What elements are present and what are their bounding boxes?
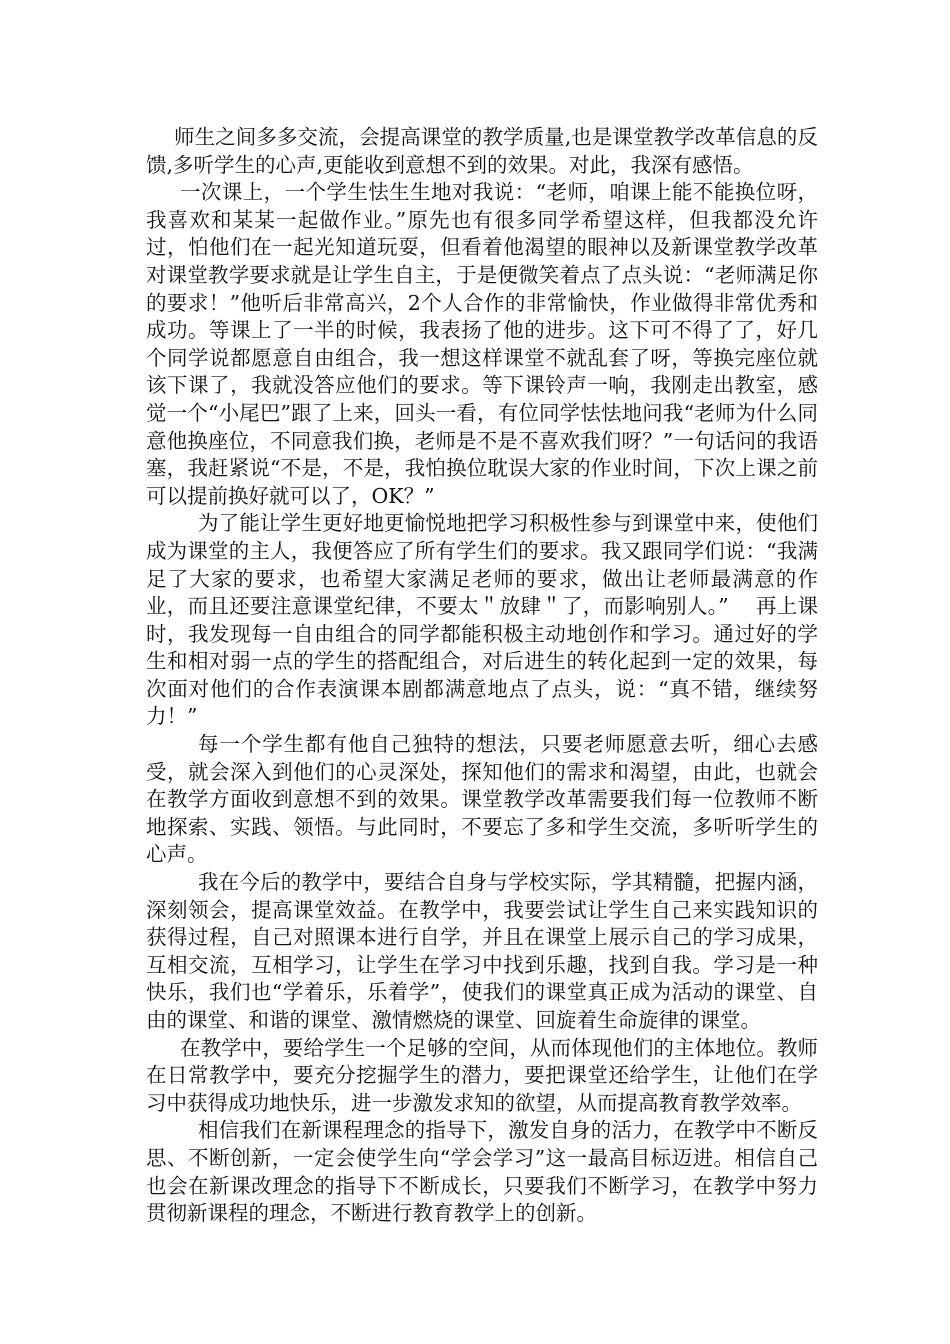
paragraph-7: 相信我们在新课程理念的指导下，激发自身的活力，在教学中不断反思、不断创新，一定会使学生向“学会学习”这一最高目标迈进。相信自己也会在新课改理念的指导下不断成长，只要我们不断学习，在教学中努力贯彻新课程的理念，不断进行教育教学上的创新。 (146, 1118, 818, 1226)
paragraph-1: 师生之间多多交流，会提高课堂的教学质量,也是课堂教学改革信息的反馈,多听学生的心声,更能收到意想不到的效果。对此，我深有感悟。 (146, 125, 818, 177)
paragraph-2: 一次课上，一个学生怯生生地对我说：“老师，咱课上能不能换位呀，我喜欢和某某一起做作业。”原先也有很多同学希望这样，但我都没允许过，怕他们在一起光知道玩耍，但看着他渴望的眼神以及新课堂教学改革对课堂教学要求就是让学生自主，于是便微笑着点了点头说：“老师满足你的要求！”他听后非常高兴，2个人合作的非常愉快，作业做得非常优秀和成功。等课上了一半的时候，我表扬了他的进步。这下可不得了了，好几个同学说都愿意自由组合，我一想这样课堂不就乱套了呀，等换完座位就该下课了，我就没答应他们的要求。等下课铃声一响，我刚走出教室，感觉一个“小尾巴”跟了上来，回头一看，有位同学怯怯地问我“老师为什么同意他换座位，不同意我们换，老师是不是不喜欢我们呀？”一句话问的我语塞，我赶紧说“不是，不是，我怕换位耽误大家的作业时间，下次上课之前可以提前换好就可以了，OK？” (146, 180, 818, 508)
document-body (146, 124, 818, 1228)
paragraph-5: 我在今后的教学中，要结合自身与学校实际，学其精髓，把握内涵，深刻领会，提高课堂效益。在教学中，我要尝试让学生自己来实践知识的获得过程，自己对照课本进行自学，并且在课堂上展示自己的学习成果，互相交流，互相学习，让学生在学习中找到乐趣，找到自我。学习是一种快乐，我们也“学着乐，乐着学”，使我们的课堂真正成为活动的课堂、自由的课堂、和谐的课堂、激情燃烧的课堂、回旋着生命旋律的课堂。 (146, 870, 818, 1032)
paragraph-3: 为了能让学生更好地更愉悦地把学习积极性参与到课堂中来，使他们成为课堂的主人，我便答应了所有学生们的要求。我又跟同学们说：“我满足了大家的要求，也希望大家满足老师的要求，做出让老师最满意的作业，而且还要注意课堂纪律，不要太＂放肆＂了，而影响别人。” 再上课时，我发现每一自由组合的同学都能积极主动地创作和学习。通过好的学生和相对弱一点的学生的搭配组合，对后进生的转化起到一定的效果，每次面对他们的合作表演课本剧都满意地点了点头，说：“真不错，继续努力！” (146, 511, 818, 729)
paragraph-4: 每一个学生都有他自己独特的想法，只要老师愿意去听，细心去感受，就会深入到他们的心灵深处，探知他们的需求和渴望，由此，也就会在教学方面收到意想不到的效果。课堂教学改革需要我们每一位教师不断地探索、实践、领悟。与此同时，不要忘了多和学生交流，多听听学生的心声。 (146, 732, 818, 867)
paragraph-6: 在教学中，要给学生一个足够的空间，从而体现他们的主体地位。教师在日常教学中，要充分挖掘学生的潜力，要把课堂还给学生，让他们在学习中获得成功地快乐，进一步激发求知的欲望，从而提高教育教学效率。 (146, 1035, 818, 1115)
